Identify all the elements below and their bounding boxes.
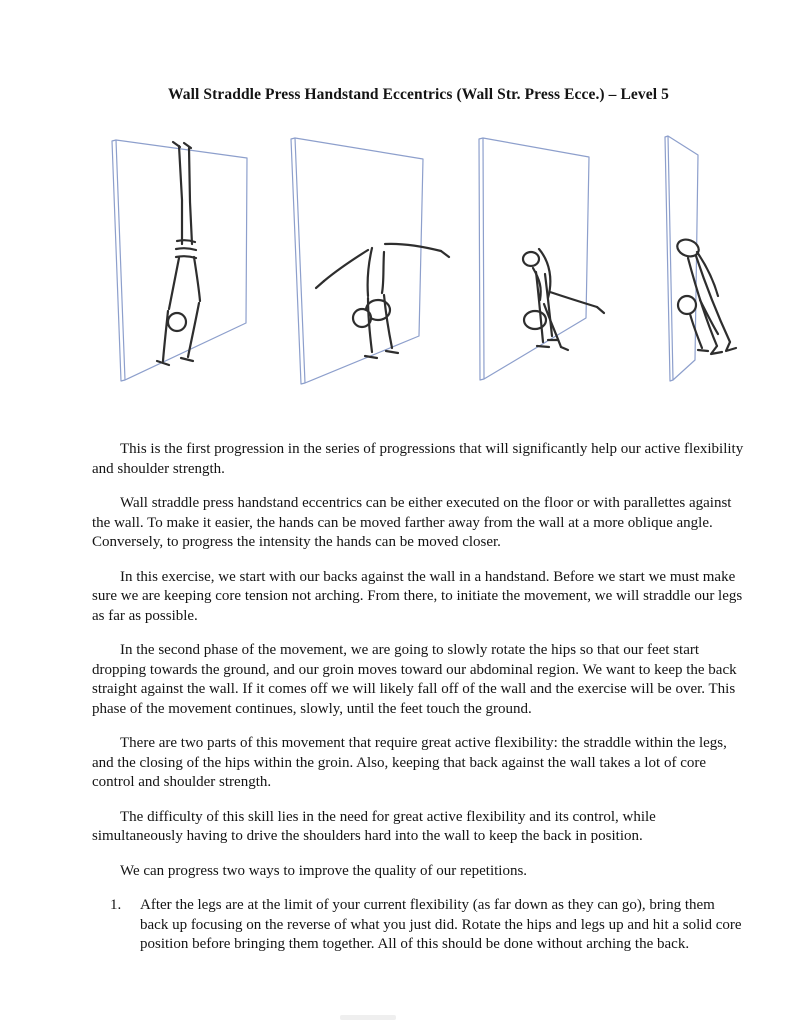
gymnast-figure (523, 249, 604, 350)
illustration-phase-1-handstand-icon (100, 130, 280, 400)
paragraph: Wall straddle press handstand eccentrics can be either executed on the floor or with parallettes against the wall. To make it easier, the hands can be moved farther away from the wall at a more oblique angle. Conversely, to progress the intensity the hands can be moved closer. (92, 495, 732, 550)
body-text (92, 440, 745, 955)
paragraph: In this exercise, we start with our backs against the wall in a handstand. Before we start we must make sure we are keeping core tension not arching. From there, to initiate the movement, we will straddle our legs as far as possible. (92, 568, 743, 624)
illustration-phase-4-floor-icon (630, 130, 770, 400)
list-item-number: 1. (110, 897, 122, 913)
illustration-phase-2-straddle-icon (280, 130, 460, 400)
gymnast-figure (316, 244, 449, 358)
paragraph: We can progress two ways to improve the quality of our repetitions. (120, 862, 528, 879)
illustration-phase-3-lowering-icon (460, 130, 620, 400)
paragraph: This is the first progression in the series of progressions that will significantly help our active flexibility and shoulder strength. (92, 441, 744, 477)
wall-panel (291, 138, 423, 384)
page-title: Wall Straddle Press Handstand Eccentrics (Wall Str. Press Ecce.) – Level 5 (168, 86, 669, 103)
gymnast-figure (157, 142, 200, 365)
list-item-text: After the legs are at the limit of your current flexibility (as far down as they can go), bring them back up focusing on the reverse of what you just did. Rotate the hips and legs up and hit a solid core position before bringing them together. All of this should be done without arching the back. (140, 897, 742, 952)
gymnast-figure (675, 237, 736, 354)
numbered-list-item (92, 896, 745, 955)
wall-panel (665, 136, 698, 381)
paragraph: In the second phase of the movement, we are going to slowly rotate the hips so that our feet start dropping towards the ground, and our groin moves toward our abdominal region. We want to keep the back straight against the wall. If it comes off we will likely fall off of the wall and the exercise will be over. This phase of the movement continues, slowly, until the feet touch the ground. (92, 642, 737, 717)
paragraph: The difficulty of this skill lies in the need for great active flexibility and its control, while simultaneously having to drive the shoulders hard into the wall to keep the back in position. (92, 808, 656, 844)
paragraph: There are two parts of this movement that require great active flexibility: the straddle within the legs, and the closing of the hips within the groin. Also, keeping that back against the wall takes a lot of core control and shoulder strength. (92, 735, 727, 790)
clipped-footer-text (340, 1015, 396, 1020)
illustration-row (0, 128, 800, 403)
